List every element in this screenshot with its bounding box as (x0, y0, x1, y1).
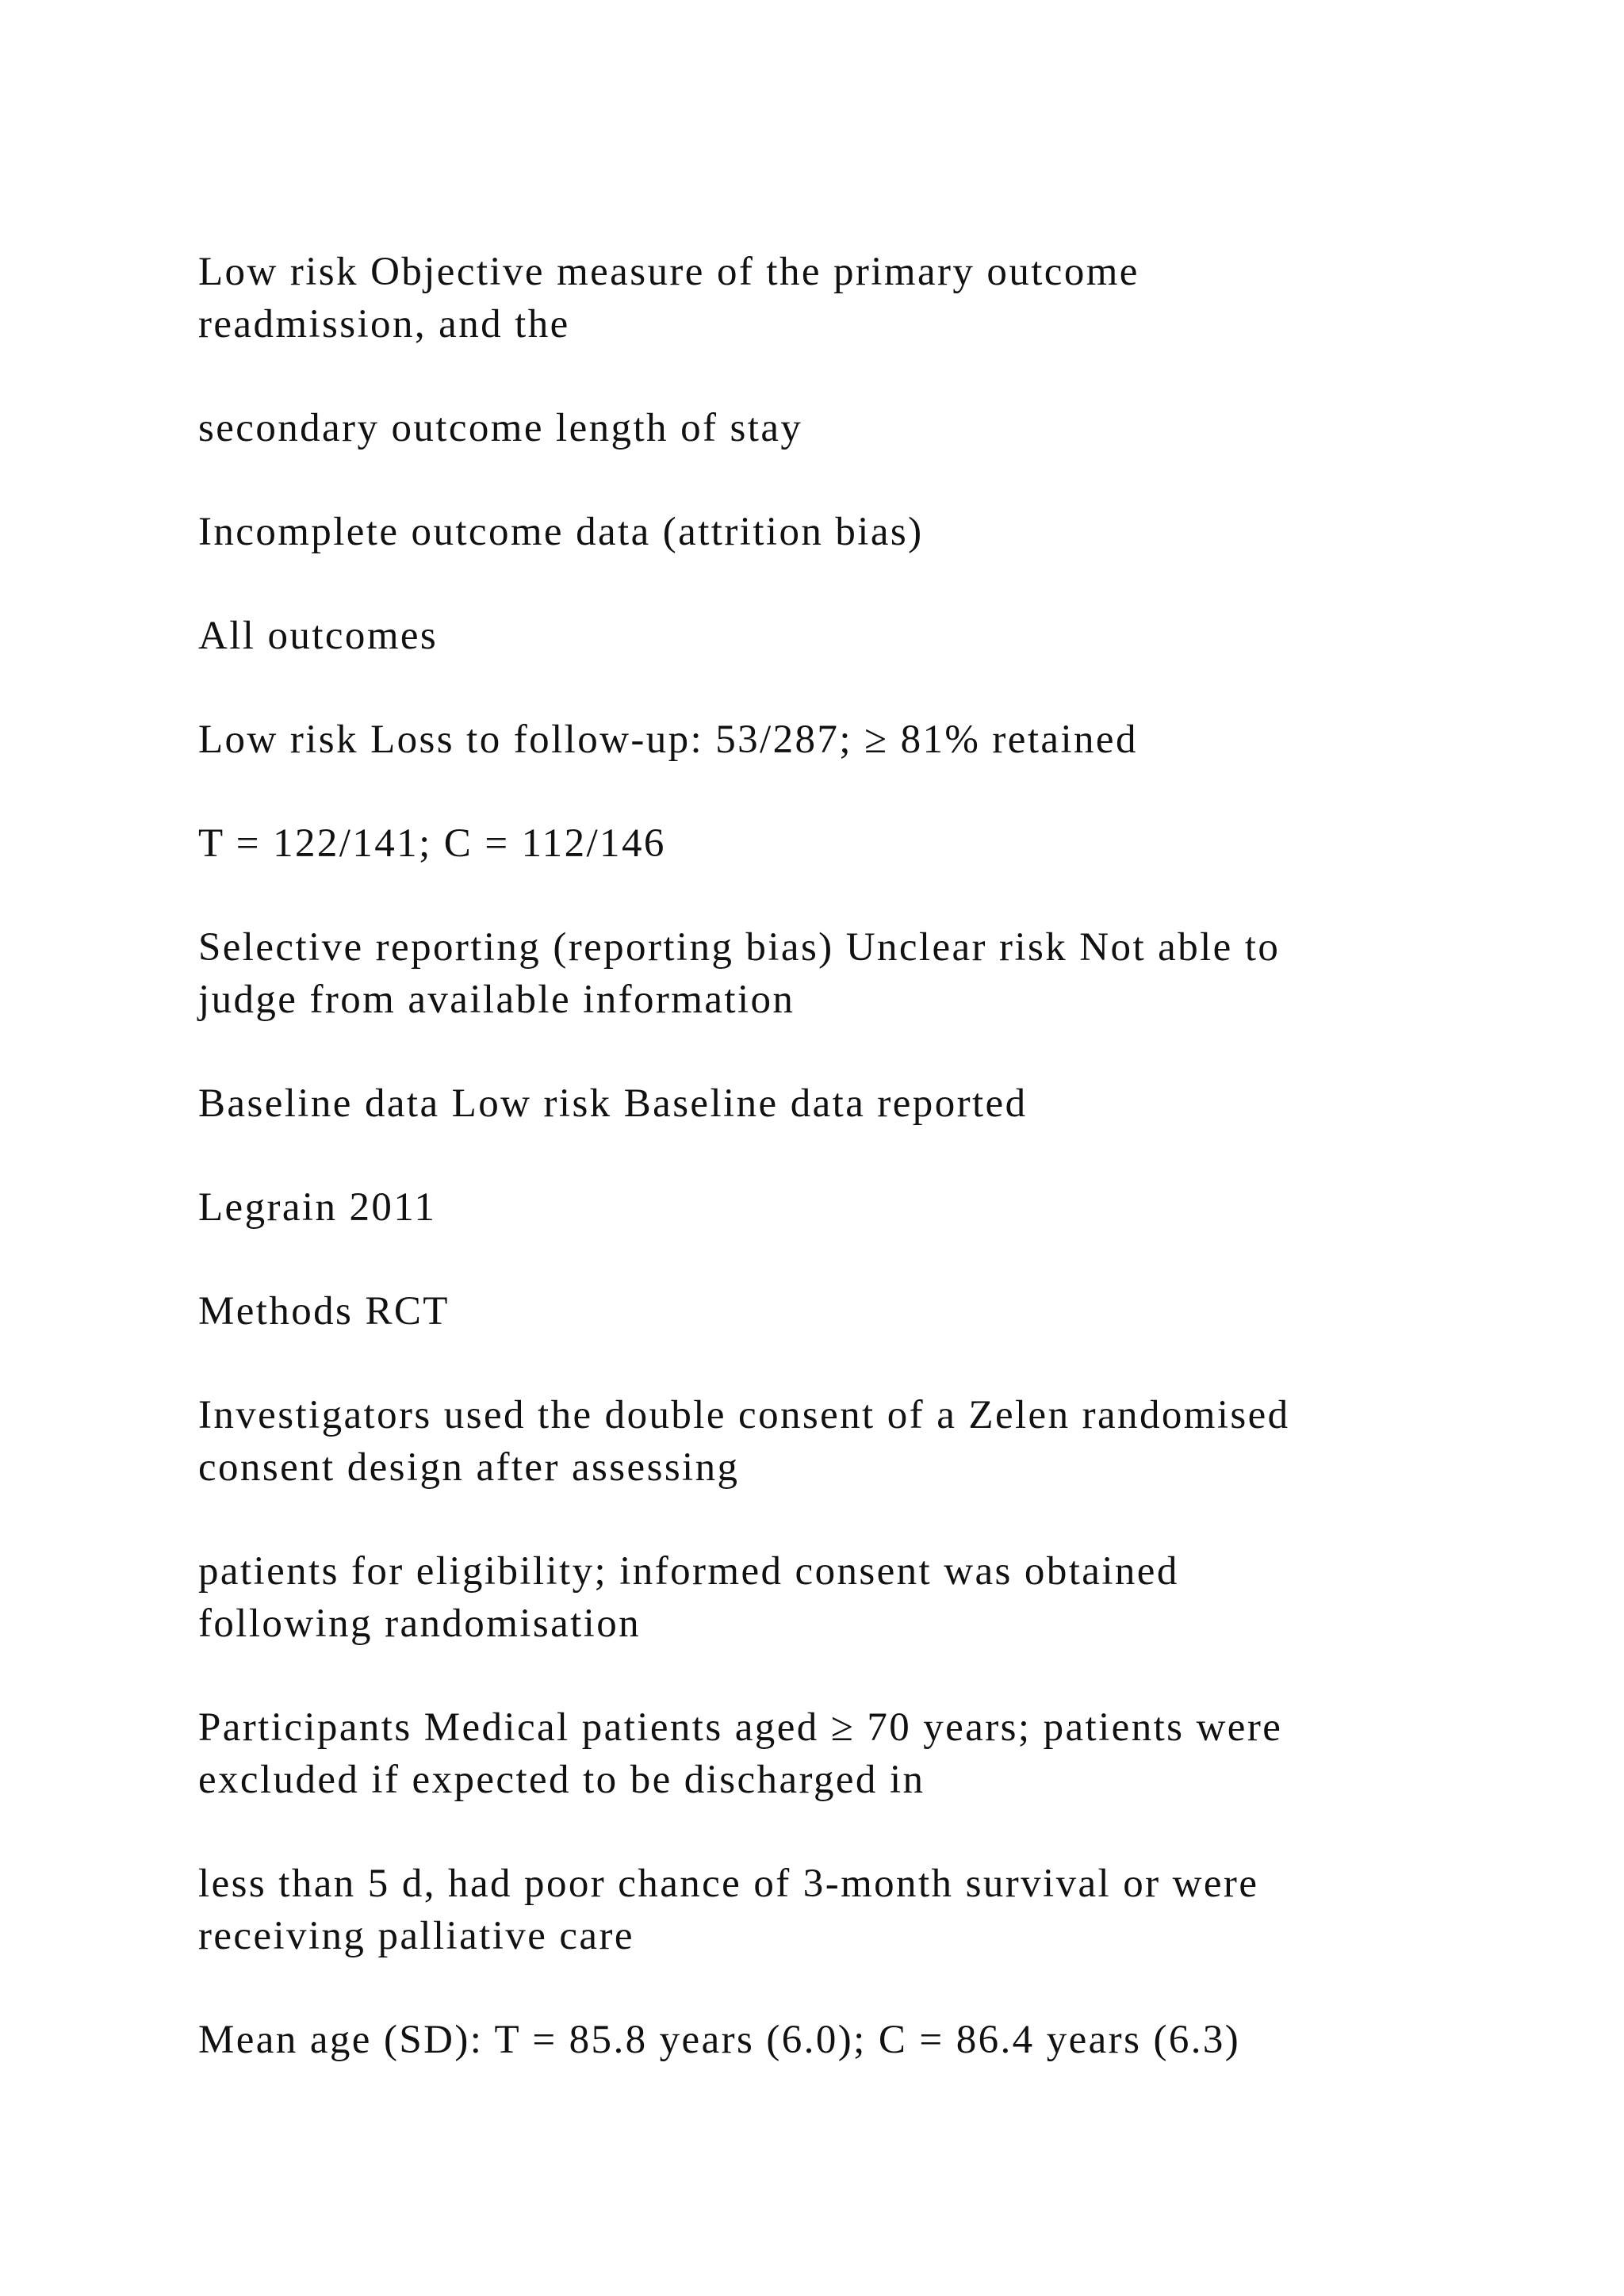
paragraph-all-outcomes: All outcomes (198, 614, 439, 658)
paragraph-methods: Methods RCT (198, 1289, 450, 1334)
document-body (198, 246, 1435, 2118)
paragraph-risk-objective-measure: Low risk Objective measure of the primary outcome readmission, and the (198, 250, 1139, 346)
paragraph-zelen-consent: Investigators used the double consent of a Zelen randomised consent design after assessing (198, 1393, 1290, 1490)
paragraph-selective-reporting: Selective reporting (reporting bias) Unclear risk Not able to judge from available information (198, 925, 1281, 1022)
paragraph-incomplete-outcome-heading: Incomplete outcome data (attrition bias) (198, 510, 924, 554)
paragraph-mean-age: Mean age (SD): T = 85.8 years (6.0); C = 86.4 years (6.3) (198, 2018, 1241, 2062)
paragraph-baseline-data: Baseline data Low risk Baseline data reported (198, 1081, 1028, 1126)
paragraph-retention-counts: T = 122/141; C = 112/146 (198, 821, 666, 866)
paragraph-eligibility: patients for eligibility; informed consent was obtained following randomisation (198, 1549, 1179, 1646)
paragraph-participants: Participants Medical patients aged ≥ 70 years; patients were excluded if expected to be discharged in (198, 1705, 1283, 1802)
paragraph-exclusion-criteria: less than 5 d, had poor chance of 3-month survival or were receiving palliative care (198, 1862, 1259, 1958)
paragraph-study-title: Legrain 2011 (198, 1185, 437, 1230)
paragraph-loss-to-follow-up: Low risk Loss to follow-up: 53/287; ≥ 81% retained (198, 718, 1138, 762)
paragraph-secondary-outcome: secondary outcome length of stay (198, 406, 803, 450)
